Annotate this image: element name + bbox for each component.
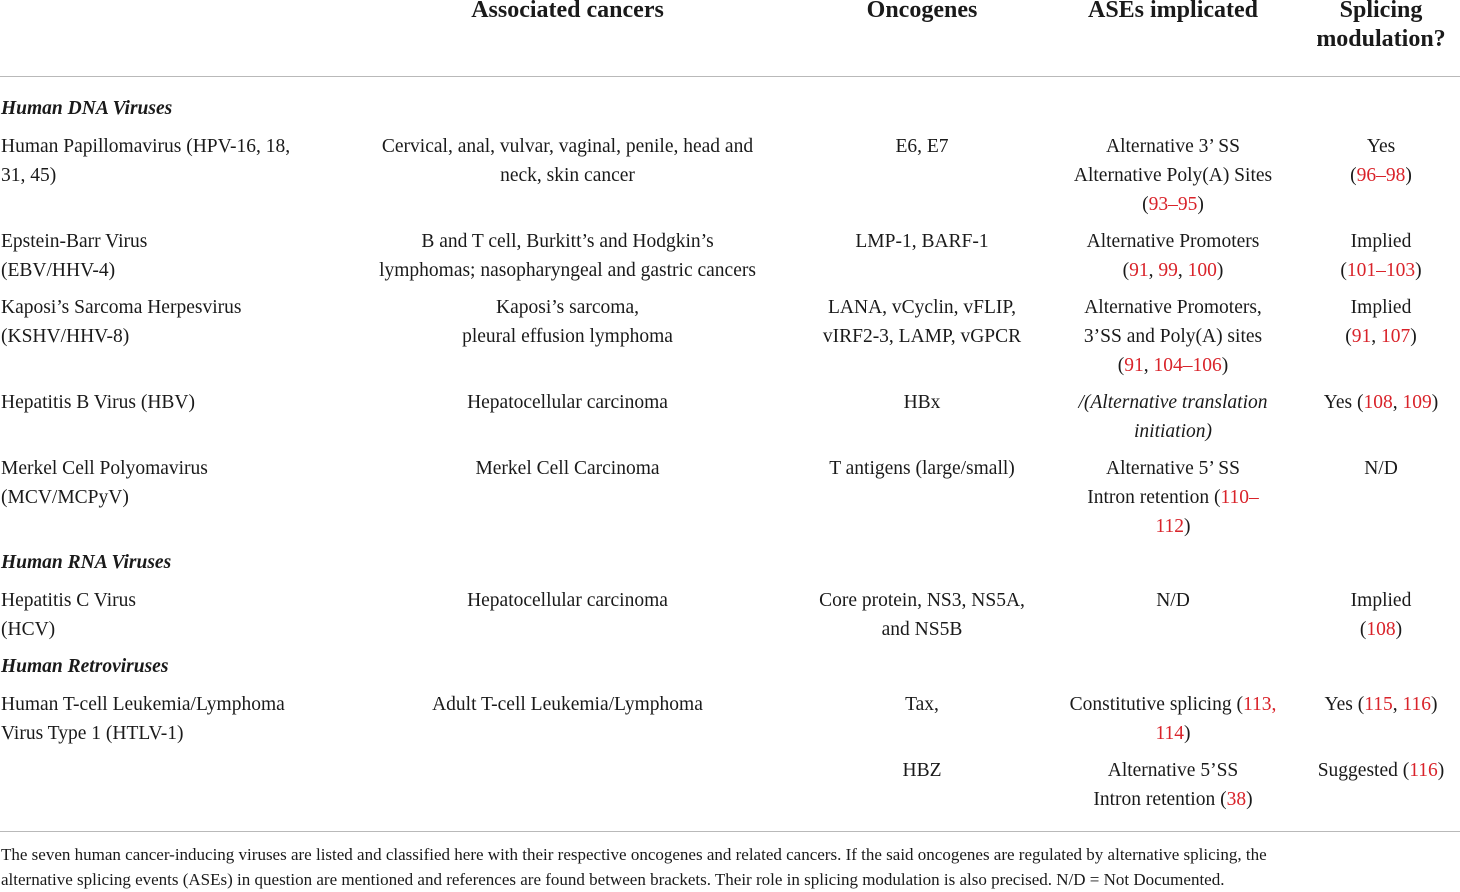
splicing-modulation: Yes (96–98) [1350, 136, 1412, 186]
splicing-modulation: N/D [1364, 458, 1398, 479]
header-rule [0, 76, 1460, 77]
oncogenes: E6, E7 [895, 136, 949, 157]
table-header [0, 0, 1460, 76]
reference-link[interactable]: 100 [1187, 260, 1217, 281]
virus-name: Hepatitis C Virus (HCV) [1, 590, 136, 640]
ases-implicated: Alternative 5’ SS Intron retention (110– 112) [1087, 458, 1259, 537]
virus-name: Hepatitis B Virus (HBV) [1, 392, 196, 413]
associated-cancers: Kaposi’s sarcoma, pleural effusion lymphoma [462, 297, 673, 347]
section-retroviruses: Human Retroviruses [1, 656, 169, 677]
reference-link[interactable]: 108 [1366, 619, 1396, 640]
reference-link[interactable]: 109 [1402, 392, 1432, 413]
header-splicing-modulation: Splicing modulation? [1316, 0, 1446, 52]
reference-link[interactable]: 116 [1409, 760, 1438, 781]
virus-name: Merkel Cell Polyomavirus (MCV/MCPyV) [1, 458, 208, 508]
associated-cancers: B and T cell, Burkitt’s and Hodgkin’s lymphomas; nasopharyngeal and gastric cancers [379, 231, 756, 281]
splicing-modulation: Implied (101–103) [1340, 231, 1422, 281]
associated-cancers: Cervical, anal, vulvar, vaginal, penile, head and neck, skin cancer [381, 136, 754, 186]
splicing-modulation: Implied (91, 107) [1345, 297, 1417, 347]
reference-link[interactable]: 91 [1351, 326, 1372, 347]
ases-implicated: N/D [1156, 590, 1190, 611]
splicing-modulation: Yes (108, 109) [1323, 392, 1439, 413]
reference-link[interactable]: 115 [1364, 694, 1393, 715]
reference-link[interactable]: 104–106 [1153, 355, 1222, 376]
splicing-modulation: Yes (115, 116) [1324, 694, 1438, 715]
oncogenes: T antigens (large/small) [829, 458, 1015, 479]
reference-link[interactable]: 99 [1158, 260, 1178, 281]
oncogenes: LMP-1, BARF-1 [855, 231, 989, 252]
reference-link[interactable]: 114 [1155, 723, 1185, 744]
oncogenes: HBx [903, 392, 941, 413]
reference-link[interactable]: 107 [1381, 326, 1411, 347]
oncogenes: Core protein, NS3, NS5A, and NS5B [819, 590, 1025, 640]
footer-rule [0, 831, 1460, 832]
virus-name: Human T-cell Leukemia/Lymphoma Virus Type 1 (HTLV-1) [1, 694, 285, 744]
splicing-modulation: Implied (108) [1350, 590, 1412, 640]
reference-link[interactable]: 116 [1402, 694, 1432, 715]
ases-implicated: Alternative 3’ SS Alternative Poly(A) Sites (93–95) [1073, 136, 1273, 215]
reference-link[interactable]: 110– [1220, 487, 1259, 508]
oncogenes: LANA, vCyclin, vFLIP, vIRF2-3, LAMP, vGPCR [822, 297, 1022, 347]
associated-cancers: Hepatocellular carcinoma [467, 590, 668, 611]
header-associated-cancers: Associated cancers [471, 0, 664, 23]
splicing-modulation: Suggested (116) [1317, 760, 1445, 781]
ases-implicated: Alternative 5’SS Intron retention (38) [1093, 760, 1253, 810]
section-rna-viruses: Human RNA Viruses [1, 552, 172, 573]
associated-cancers: Hepatocellular carcinoma [467, 392, 668, 413]
virus-name: Kaposi’s Sarcoma Herpesvirus (KSHV/HHV-8) [1, 297, 242, 347]
header-ases: ASEs implicated [1087, 0, 1258, 23]
virus-name: Epstein-Barr Virus (EBV/HHV-4) [1, 231, 148, 281]
section-dna-viruses: Human DNA Viruses [1, 98, 173, 119]
associated-cancers: Adult T-cell Leukemia/Lymphoma [432, 694, 703, 715]
reference-link[interactable]: 93–95 [1148, 194, 1198, 215]
reference-link[interactable]: 91 [1124, 355, 1144, 376]
ases-implicated: Alternative Promoters, 3’SS and Poly(A) sites (91, 104–106) [1083, 297, 1263, 376]
reference-link[interactable]: 91 [1129, 260, 1149, 281]
associated-cancers: Merkel Cell Carcinoma [475, 458, 660, 479]
reference-link[interactable]: 96–98 [1356, 165, 1406, 186]
virus-name: Human Papillomavirus (HPV-16, 18, 31, 45) [1, 136, 291, 186]
reference-link[interactable]: 112 [1155, 516, 1185, 537]
reference-link[interactable]: 108 [1363, 392, 1393, 413]
ases-implicated: Constitutive splicing (113, 114) [1069, 694, 1277, 744]
ases-implicated: /(Alternative translation initiation) [1078, 392, 1268, 442]
ases-implicated: Alternative Promoters (91, 99, 100) [1086, 231, 1260, 281]
oncogenes: Tax, [905, 694, 939, 715]
reference-link[interactable]: 38 [1226, 789, 1247, 810]
table-footnote: The seven human cancer-inducing viruses are listed and classified here with their respective oncogenes and related cancers. If the said oncogenes are regulated by alternative splicing, the alternative splicing events (ASEs) in question are mentioned and references are found between brackets. Their role in splicing modulation is also precised. N/D = Not Documented. [1, 845, 1267, 889]
reference-link[interactable]: 101–103 [1346, 260, 1416, 281]
oncogenes: HBZ [902, 760, 942, 781]
header-oncogenes: Oncogenes [866, 0, 978, 23]
reference-link[interactable]: 113, [1242, 694, 1277, 715]
